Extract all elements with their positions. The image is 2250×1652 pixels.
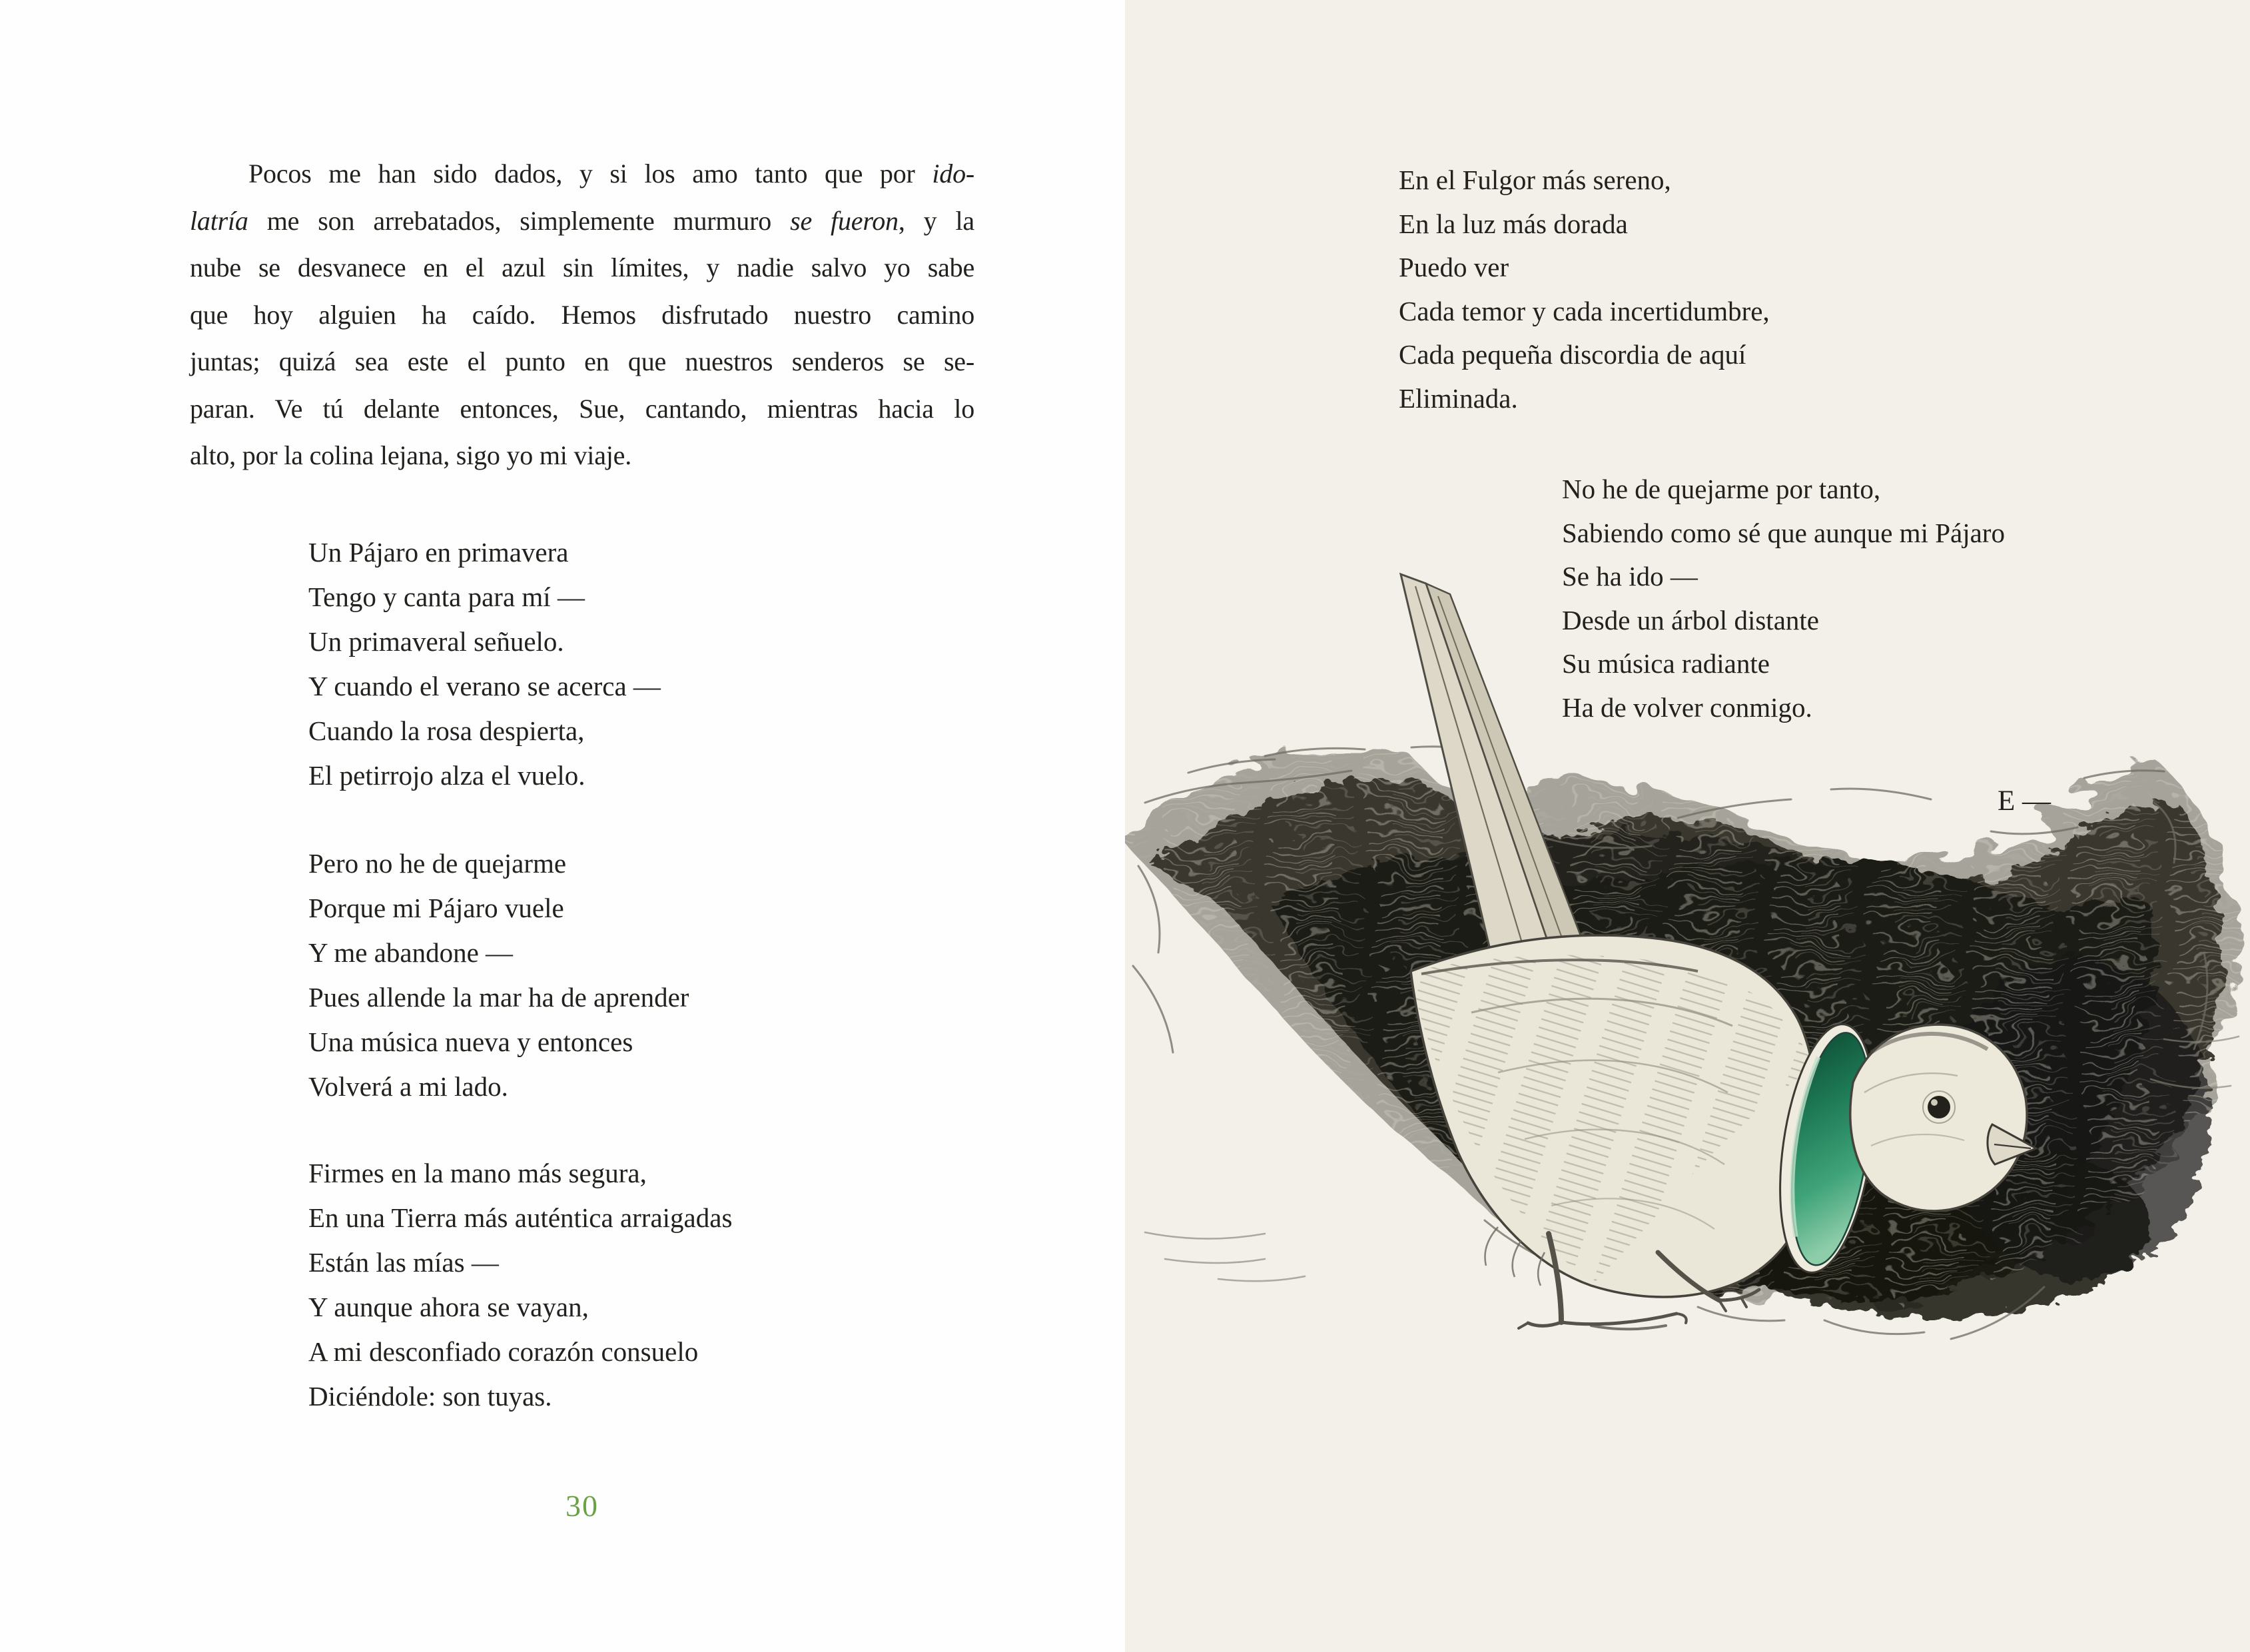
poem-line: Cada temor y cada incertidumbre, bbox=[1399, 295, 1770, 326]
poem-line: Puedo ver bbox=[1399, 252, 1509, 282]
bird-eye bbox=[1928, 1096, 1950, 1118]
poem-line: Cada pequeña discordia de aquí bbox=[1399, 339, 1746, 370]
poem-line: Y me abandone — bbox=[308, 937, 514, 968]
poem-line: Eliminada. bbox=[1399, 382, 1518, 414]
poem-line: Y aunque ahora se vayan, bbox=[308, 1292, 589, 1322]
poem-line: A mi desconfiado corazón consuelo bbox=[308, 1336, 699, 1367]
poem-line: Están las mías — bbox=[308, 1247, 499, 1278]
poem-signature: E — bbox=[1998, 785, 2052, 817]
prose-text: nube se desvanece en el azul sin límites, y nadie salvo yo sabe bbox=[190, 252, 974, 282]
bird-eye-highlight bbox=[1931, 1099, 1938, 1106]
poem-line: No he de quejarme por tanto, bbox=[1562, 474, 1881, 504]
poem-line: Y cuando el verano se acerca — bbox=[308, 671, 661, 701]
poem-line: Ha de volver conmigo. bbox=[1562, 691, 1812, 723]
poem-line: Se ha ido — bbox=[1562, 561, 1698, 592]
prose-text: , y la bbox=[898, 205, 974, 236]
poem-line: Un primaveral señuelo. bbox=[308, 626, 564, 657]
prose-text: alto, por la colina lejana, sigo yo mi viaje. bbox=[190, 440, 632, 470]
poem-line: Su música radiante bbox=[1562, 648, 1770, 679]
prose-line bbox=[190, 151, 974, 198]
poem-stanza-2 bbox=[308, 841, 689, 1109]
prose-text: juntas; quizá sea este el punto en que nuestros senderos se se- bbox=[190, 346, 974, 376]
poem-line: Una música nueva y entonces bbox=[308, 1027, 633, 1057]
prose-text: que hoy alguien ha caído. Hemos disfrutado nuestro camino bbox=[190, 299, 974, 330]
prose-text-italic: se fueron bbox=[790, 205, 899, 236]
bird-body bbox=[1411, 935, 1817, 1297]
right-page bbox=[1125, 0, 2250, 1652]
prose-paragraph bbox=[190, 151, 974, 480]
poem-line: Diciéndole: son tuyas. bbox=[308, 1381, 552, 1412]
poem-line: Tengo y canta para mí — bbox=[308, 582, 585, 612]
prose-text: paran. Ve tú delante entonces, Sue, cantando, mientras hacia lo bbox=[190, 393, 974, 424]
poem-line: En el Fulgor más sereno, bbox=[1399, 165, 1671, 195]
prose-line bbox=[190, 432, 974, 480]
poem-line: Un Pájaro en primavera bbox=[308, 537, 569, 568]
prose-line bbox=[190, 292, 974, 339]
poem-line: Desde un árbol distante bbox=[1562, 604, 1819, 635]
poem-line: Pues allende la mar ha de aprender bbox=[308, 982, 689, 1013]
page-number: 30 bbox=[565, 1489, 599, 1523]
prose-line bbox=[190, 338, 974, 386]
prose-text: me son arrebatados, simplemente murmuro bbox=[248, 205, 791, 236]
poem-line: En la luz más dorada bbox=[1399, 208, 1628, 239]
poem-stanza-right-2 bbox=[1562, 468, 2005, 729]
poem-stanza-1 bbox=[308, 530, 661, 798]
poem-line: El petirrojo alza el vuelo. bbox=[308, 760, 585, 791]
prose-text-italic: latría bbox=[190, 205, 248, 236]
poem-line: En una Tierra más auténtica arraigadas bbox=[308, 1202, 733, 1233]
poem-line: Porque mi Pájaro vuele bbox=[308, 893, 564, 923]
prose-line bbox=[190, 386, 974, 433]
poem-line: Volverá a mi lado. bbox=[308, 1071, 508, 1102]
poem-line: Sabiendo como sé que aunque mi Pájaro bbox=[1562, 517, 2005, 548]
poem-line: Pero no he de quejarme bbox=[308, 848, 567, 879]
prose-line bbox=[190, 244, 974, 292]
prose-text: Pocos me han sido dados, y si los amo tanto que por bbox=[248, 159, 933, 189]
prose-text-italic: ido- bbox=[932, 159, 974, 189]
poem-stanza-right-1 bbox=[1399, 159, 1770, 420]
poem-line: Firmes en la mano más segura, bbox=[308, 1158, 647, 1188]
poem-stanza-3 bbox=[308, 1151, 732, 1419]
prose-line bbox=[190, 198, 974, 245]
poem-line: Cuando la rosa despierta, bbox=[308, 715, 585, 746]
